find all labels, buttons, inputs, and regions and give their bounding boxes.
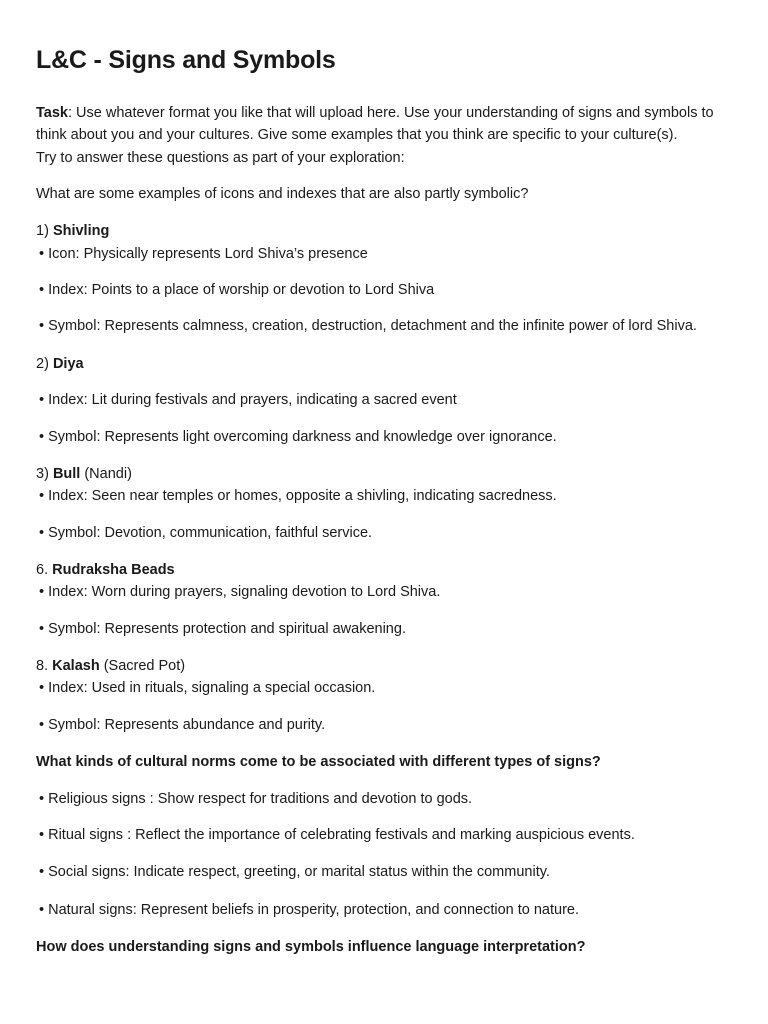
bullet-bull-symbol: • Symbol: Devotion, communication, faithful service. xyxy=(39,525,373,541)
item-name: Rudraksha Beads xyxy=(52,562,175,578)
item-suffix: (Sacred Pot) xyxy=(99,658,186,674)
item-number: 2) xyxy=(36,356,49,372)
bullet-religious-signs: • Religious signs : Show respect for traditions and devotion to gods. xyxy=(39,791,473,807)
item-heading-kalash xyxy=(36,655,185,677)
item-number: 8. xyxy=(36,658,49,674)
task-text-1: : Use whatever format you like that will upload here. Use your understanding of signs and symbols to xyxy=(67,105,714,121)
question-icons-indexes: What are some examples of icons and indexes that are also partly symbolic? xyxy=(36,186,529,202)
question-language-interpretation: How does understanding signs and symbols influence language interpretation? xyxy=(36,939,586,955)
task-line-3: Try to answer these questions as part of your exploration: xyxy=(36,150,405,166)
item-name: Shivling xyxy=(52,223,110,239)
item-number: 3) xyxy=(36,466,49,482)
bullet-bull-index: • Index: Seen near temples or homes, opposite a shivling, indicating sacredness. xyxy=(39,488,557,504)
item-heading-shivling xyxy=(36,220,109,242)
item-name: Kalash xyxy=(52,658,100,674)
item-heading-bull xyxy=(36,463,132,485)
bullet-kalash-symbol: • Symbol: Represents abundance and purity. xyxy=(39,717,326,733)
bullet-rudraksha-symbol: • Symbol: Represents protection and spiritual awakening. xyxy=(39,621,406,637)
item-name: Bull xyxy=(52,466,81,482)
item-heading-diya xyxy=(36,353,84,375)
item-heading-rudraksha xyxy=(36,559,175,581)
bullet-shivling-icon: • Icon: Physically represents Lord Shiva’s presence xyxy=(39,246,368,262)
bullet-rudraksha-index: • Index: Worn during prayers, signaling devotion to Lord Shiva. xyxy=(39,584,441,600)
task-label: Task xyxy=(36,105,68,121)
item-number: 6. xyxy=(36,562,49,578)
item-name: Diya xyxy=(52,356,84,372)
page-title: L&C - Signs and Symbols xyxy=(36,46,336,74)
task-line-1 xyxy=(36,102,714,124)
bullet-shivling-symbol: • Symbol: Represents calmness, creation, destruction, detachment and the infinite power of lord Shiva. xyxy=(39,318,697,334)
bullet-natural-signs: • Natural signs: Represent beliefs in prosperity, protection, and connection to nature. xyxy=(39,902,579,918)
bullet-kalash-index: • Index: Used in rituals, signaling a special occasion. xyxy=(39,680,376,696)
item-suffix: (Nandi) xyxy=(80,466,132,482)
bullet-ritual-signs: • Ritual signs : Reflect the importance of celebrating festivals and marking auspicious events. xyxy=(39,827,635,843)
bullet-shivling-index: • Index: Points to a place of worship or devotion to Lord Shiva xyxy=(39,282,435,298)
bullet-social-signs: • Social signs: Indicate respect, greeting, or marital status within the community. xyxy=(39,864,550,880)
bullet-diya-index: • Index: Lit during festivals and prayers, indicating a sacred event xyxy=(39,392,457,408)
task-line-2: think about you and your cultures. Give some examples that you think are specific to your culture(s). xyxy=(36,127,678,143)
item-number: 1) xyxy=(36,223,49,239)
bullet-diya-symbol: • Symbol: Represents light overcoming darkness and knowledge over ignorance. xyxy=(39,429,557,445)
question-cultural-norms: What kinds of cultural norms come to be associated with different types of signs? xyxy=(36,754,601,770)
